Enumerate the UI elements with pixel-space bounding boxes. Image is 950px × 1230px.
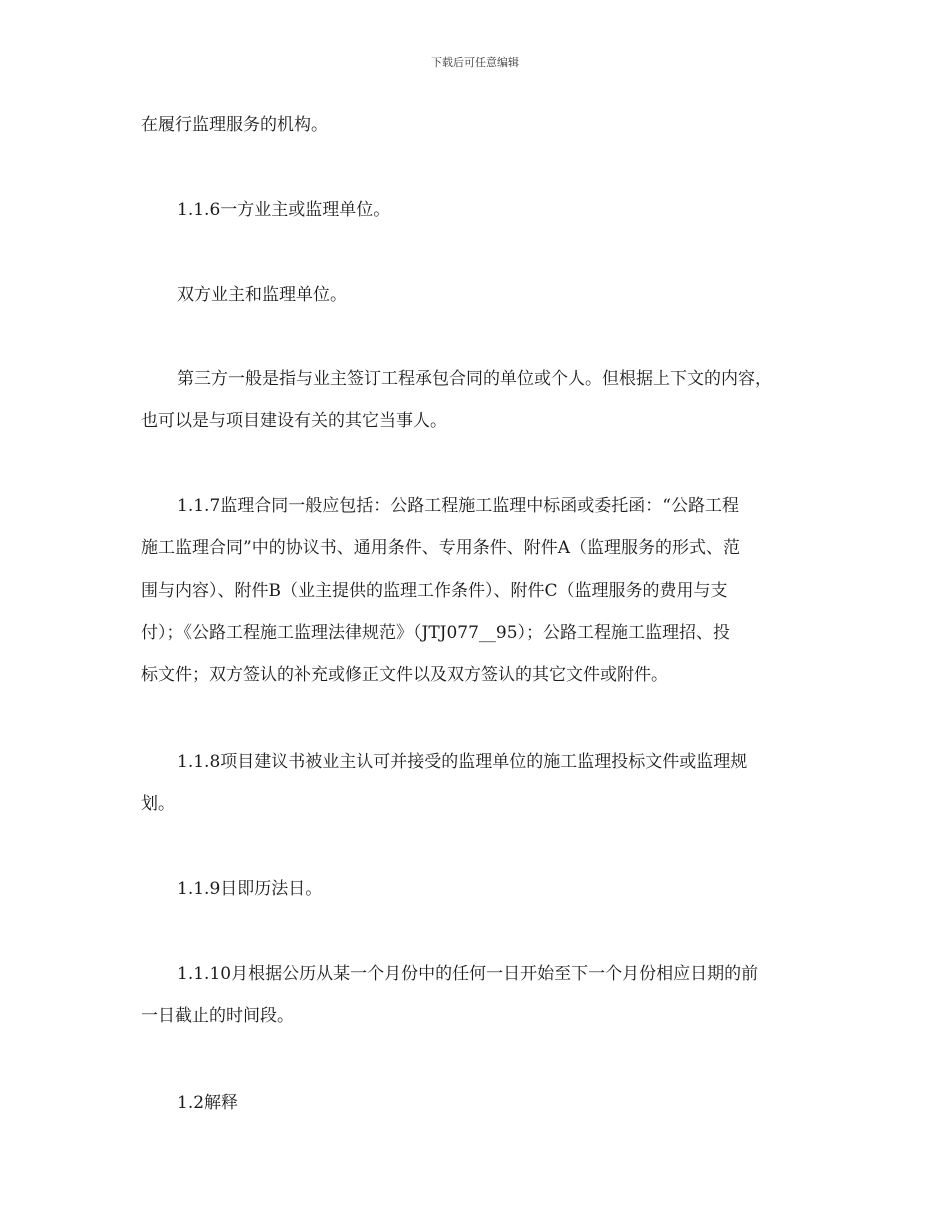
text-line: 第三方一般是指与业主签订工程承包合同的单位或个人。但根据上下文的内容， xyxy=(177,369,772,389)
text-line: 1.1.9日即历法日。 xyxy=(177,879,323,899)
text-line: 1.1.8项目建议书被业主认可并接受的监理单位的施工监理投标文件或监理规 xyxy=(177,752,748,772)
text-line: 1.1.10月根据公历从某一个月份中的任何一日开始至下一个月份相应日期的前 xyxy=(177,964,759,984)
text-line: 1.1.7监理合同一般应包括：公路工程施工监理中标函或委托函：“公路工程 xyxy=(177,496,739,516)
text-line: 围与内容）、附件B（业主提供的监理工作条件）、附件C（监理服务的费用与支 xyxy=(141,581,728,601)
text-line: 双方业主和监理单位。 xyxy=(177,285,347,305)
text-line: 标文件；双方签认的补充或修正文件以及双方签认的其它文件或附件。 xyxy=(141,665,668,685)
text-line: 也可以是与项目建设有关的其它当事人。 xyxy=(141,411,447,431)
page-header-note: 下载后可任意编辑 xyxy=(431,56,519,69)
text-line: 在履行监理服务的机构。 xyxy=(141,115,328,135)
text-line: 施工监理合同”中的协议书、通用条件、专用条件、附件A（监理服务的形式、范 xyxy=(141,538,740,558)
section-heading: 1.2解释 xyxy=(177,1093,239,1113)
text-line: 1.1.6一方业主或监理单位。 xyxy=(177,200,391,220)
text-line: 付）；《公路工程施工监理法律规范》（JTJ077__95）；公路工程施工监理招、投 xyxy=(141,623,731,643)
text-line: 划。 xyxy=(141,794,175,814)
text-line: 一日截止的时间段。 xyxy=(141,1006,294,1026)
